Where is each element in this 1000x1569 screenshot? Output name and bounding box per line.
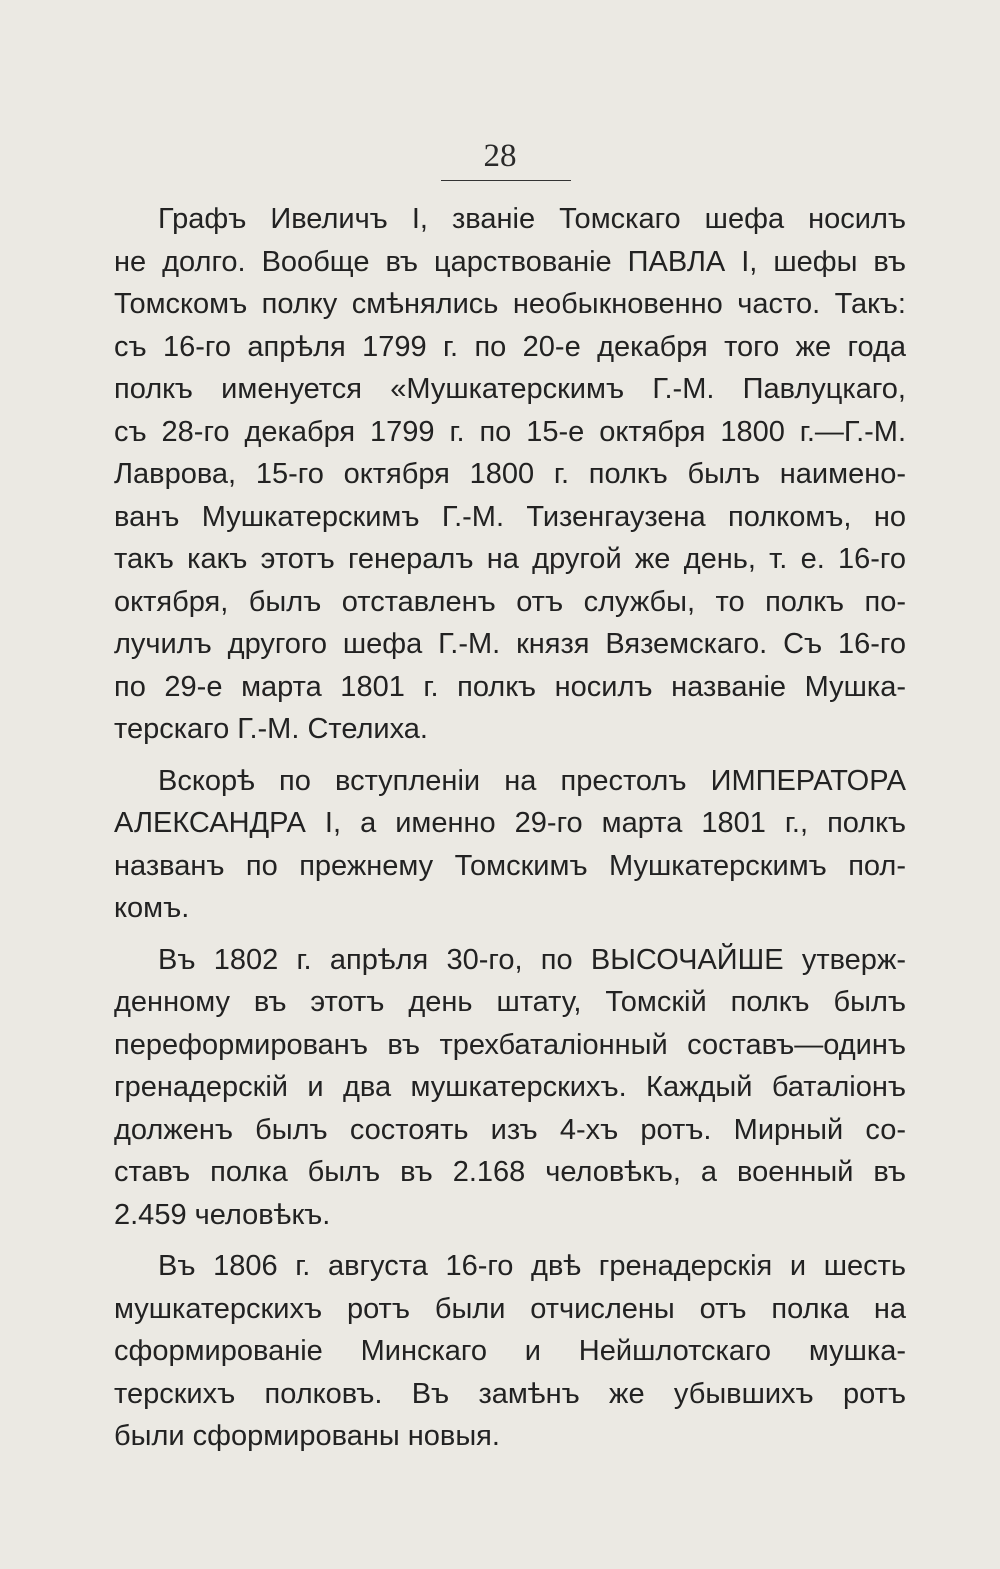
- paragraph: [114, 939, 906, 1237]
- text-line: такъ какъ этотъ генералъ на другой же день, т. е. 16-го: [114, 543, 906, 575]
- text-line: по 29-е марта 1801 г. полкъ носилъ названіе Мушка-: [114, 670, 906, 703]
- text-line: долженъ былъ состоять изъ 4-хъ ротъ. Мирный со-: [114, 1113, 906, 1146]
- text-line: октября, былъ отставленъ отъ службы, то полкъ по-: [114, 585, 906, 618]
- paragraph: [114, 198, 906, 751]
- text-line: Графъ Ивеличъ I, званіе Томскаго шефа носилъ: [158, 203, 906, 235]
- text-line: полкъ именуется «Мушкатерскимъ Г.-М. Павлуцкаго,: [114, 373, 906, 405]
- paragraph: [114, 760, 906, 930]
- text-line: Томскомъ полку смѣнялись необыкновенно часто. Такъ:: [114, 288, 906, 320]
- text-line: сформированіе Минскаго и Нейшлотскаго мушка-: [114, 1335, 906, 1367]
- text-body: [114, 198, 906, 1458]
- page-number-rule: [441, 180, 571, 181]
- text-line: 2.459 человѣкъ.: [114, 1198, 331, 1231]
- text-line: Въ 1806 г. августа 16-го двѣ гренадерскія и шесть: [158, 1250, 906, 1282]
- text-line: Лаврова, 15-го октября 1800 г. полкъ былъ наимено-: [114, 458, 906, 490]
- text-line: были сформированы новыя.: [114, 1420, 500, 1452]
- text-line: не долго. Вообще въ царствованіе ПАВЛА I, шефы въ: [114, 245, 906, 278]
- text-line: съ 16-го апрѣля 1799 г. по 20-е декабря того же года: [114, 330, 906, 363]
- text-line: лучилъ другого шефа Г.-М. князя Вяземскаго. Съ 16-го: [114, 628, 906, 660]
- text-line: Въ 1802 г. апрѣля 30-го, по ВЫСОЧАЙШЕ утверж-: [158, 943, 906, 976]
- text-line: ставъ полка былъ въ 2.168 человѣкъ, а военный въ: [114, 1156, 906, 1188]
- page-number: 28: [483, 138, 517, 174]
- text-line: Вскорѣ по вступленіи на престолъ ИМПЕРАТОРА: [158, 764, 906, 797]
- text-line: съ 28-го декабря 1799 г. по 15-е октября 1800 г.—Г.-М.: [114, 415, 906, 448]
- paragraph: [114, 1245, 906, 1458]
- text-line: АЛЕКСАНДРА I, а именно 29-го марта 1801 г., полкъ: [114, 807, 906, 839]
- text-line: переформированъ въ трехбаталіонный составъ—одинъ: [114, 1028, 906, 1061]
- text-line: названъ по прежнему Томскимъ Мушкатерскимъ пол-: [114, 849, 906, 882]
- text-line: комъ.: [114, 892, 190, 924]
- text-line: мушкатерскихъ ротъ были отчислены отъ полка на: [114, 1292, 906, 1325]
- text-line: терскаго Г.-М. Стелиха.: [114, 713, 428, 745]
- text-line: денному въ этотъ день штату, Томскій полкъ былъ: [114, 986, 906, 1018]
- text-line: терскихъ полковъ. Въ замѣнъ же убывшихъ ротъ: [114, 1377, 906, 1410]
- text-line: гренадерскій и два мушкатерскихъ. Каждый баталіонъ: [114, 1071, 906, 1103]
- text-line: ванъ Мушкатерскимъ Г.-М. Тизенгаузена полкомъ, но: [114, 500, 906, 533]
